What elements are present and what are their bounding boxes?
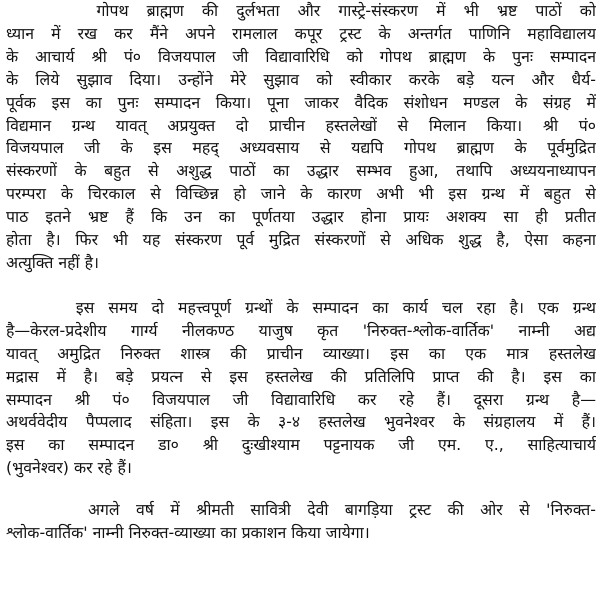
paragraph-next-year [6, 499, 596, 545]
text-line: यावत् अमुद्रित निरुक्त शास्त्र की प्राचीन व्याख्या। इस का एक मात्र हस्तलेख [6, 343, 596, 363]
text-line: ध्यान में रख कर मैंने अपने रामलाल कपूर ट्रस्ट के अन्तर्गत पाणिनि महाविद्यालय [6, 23, 596, 43]
paragraph-gopath-edition [6, 0, 596, 275]
paragraph-spacer [6, 275, 596, 297]
text-line: (भुवनेश्वर) कर रहे हैं। [6, 458, 132, 478]
text-line: गोपथ ब्राह्मण की दुर्लभता और गास्ट्रे-संस्करण में भी भ्रष्ट पाठों को [6, 1, 596, 20]
text-line: होता है। फिर भी यह संस्करण पूर्व मुद्रित संस्करणों से अधिक शुद्ध है, ऐसा कहना [6, 230, 596, 250]
text-line: है—केरल-प्रदेशीय गार्ग्य नीलकण्ठ याजुष कृत 'निरुक्त-श्लोक-वार्तिक' नाम्नी अद्य [6, 320, 596, 340]
text-line: सम्पादन श्री पं० विजयपाल जी विद्यावारिधि कर रहे हैं। दूसरा ग्रन्थ है— [6, 389, 596, 409]
text-line: इस समय दो महत्त्वपूर्ण ग्रन्थों के सम्पादन का कार्य चल रहा है। एक ग्रन्थ [6, 297, 596, 317]
text-line: मद्रास में है। बड़े प्रयत्न से इस हस्तलेख की प्रतिलिपि प्राप्त की है। इस का [6, 366, 596, 386]
text-line: के लिये सुझाव दिया। उन्होंने मेरे सुझाव को स्वीकार करके बड़े यत्न और धैर्य- [6, 69, 596, 89]
paragraph-current-projects [6, 297, 596, 480]
text-line: अथर्ववेदीय पैप्पलाद संहिता। इस के ३-४ हस्तलेख भुवनेश्वर के संग्रहालय में हैं। [6, 412, 596, 432]
text-line: विजयपाल जी के इस महद् अध्यवसाय से यद्यपि गोपथ ब्राह्मण के पूर्वमुद्रित [6, 138, 596, 158]
text-line: श्लोक-वार्तिक' नाम्नी निरुक्त-व्याख्या का प्रकाशन किया जायेगा। [6, 523, 370, 543]
text-line: परम्परा के चिरकाल से विच्छिन्न हो जाने के कारण अभी भी इस ग्रन्थ में बहुत से [6, 184, 596, 204]
text-line: विद्यमान ग्रन्थ यावत् अप्रयुक्त दो प्राचीन हस्तलेखों से मिलान किया। श्री पं० [6, 115, 596, 135]
text-line: इस का सम्पादन डा० श्री दुःखीश्याम पट्टनायक जी एम. ए., साहित्याचार्य [6, 435, 596, 455]
text-line: के आचार्य श्री पं० विजयपाल जी विद्यावारिधि को गोपथ ब्राह्मण के पुनः सम्पादन [6, 46, 596, 66]
text-line: अगले वर्ष में श्रीमती सावित्री देवी बागड़िया ट्रस्ट की ओर से 'निरुक्त- [6, 500, 596, 520]
paragraph-spacer [6, 480, 596, 499]
text-line: पाठ इतने भ्रष्ट हैं कि उन का पूर्णतया उद्धार होना प्रायः अशक्य सा ही प्रतीत [6, 207, 596, 227]
text-line: अत्युक्ति नहीं है। [6, 252, 100, 272]
text-line: संस्करणों के बहुत से अशुद्ध पाठों का उद्धार सम्भव हुआ, तथापि अध्ययनाध्यापन [6, 161, 596, 181]
text-line: पूर्वक इस का पुनः सम्पादन किया। पूना जाकर वैदिक संशोधन मण्डल के संग्रह में [6, 92, 596, 112]
